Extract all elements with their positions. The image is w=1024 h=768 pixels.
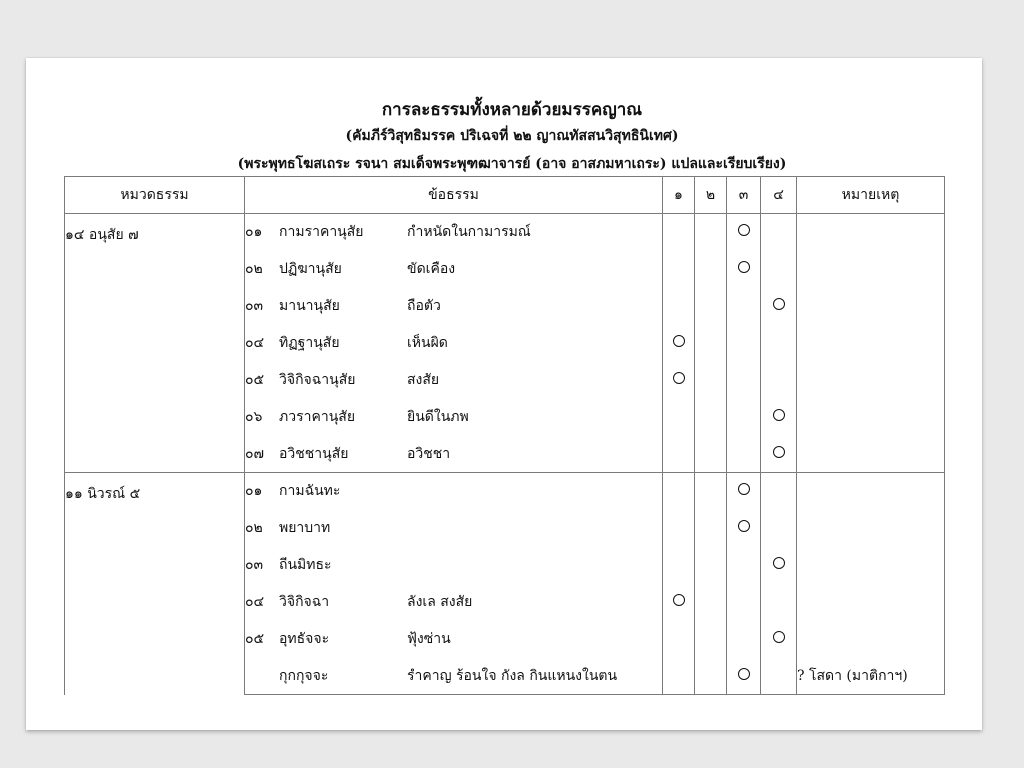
item-name: ภวราคานุสัย <box>279 409 356 425</box>
mark-cell-1 <box>663 362 695 399</box>
dhamma-cell <box>245 621 663 658</box>
mark-cell-1 <box>663 547 695 584</box>
mark-cell-3 <box>727 473 761 510</box>
header-note: หมายเหตุ <box>797 177 945 214</box>
header-col-2: ๒ <box>695 177 727 214</box>
circle-mark-icon <box>738 224 750 236</box>
mark-cell-2 <box>695 251 727 288</box>
dhamma-cell <box>245 658 663 695</box>
item-number: ๐๗ <box>245 445 265 462</box>
category-cell <box>65 214 245 473</box>
category-cell <box>65 473 245 695</box>
circle-mark-icon <box>773 298 785 310</box>
mark-cell-3 <box>727 214 761 251</box>
item-name: ปฏิฆานุสัย <box>279 261 342 277</box>
mark-cell-4 <box>761 251 797 288</box>
mark-cell-3 <box>727 251 761 288</box>
circle-mark-icon <box>773 409 785 421</box>
mark-cell-2 <box>695 399 727 436</box>
circle-mark-icon <box>673 594 685 606</box>
item-number: ๐๓ <box>245 298 264 314</box>
mark-cell-2 <box>695 288 727 325</box>
item-name: กามราคานุสัย <box>279 224 364 241</box>
item-name: กุกกุจจะ <box>279 667 329 684</box>
mark-cell-1 <box>663 251 695 288</box>
dhamma-cell <box>245 510 663 547</box>
mark-cell-4 <box>761 584 797 621</box>
mark-cell-2 <box>695 658 727 695</box>
mark-cell-3 <box>727 658 761 695</box>
table-header-row <box>65 177 945 214</box>
item-meaning: เห็นผิด <box>407 335 448 351</box>
item-number: ๐๒ <box>245 520 263 536</box>
note-cell <box>797 473 945 510</box>
mark-cell-3 <box>727 362 761 399</box>
document-subtitle-source: (คัมภีร์วิสุทธิมรรค ปริเฉจที่ ๒๒ ญาณทัสสนวิสุทธินิเทศ) <box>345 128 679 144</box>
mark-cell-3 <box>727 288 761 325</box>
mark-cell-1 <box>663 436 695 473</box>
mark-cell-4 <box>761 473 797 510</box>
mark-cell-4 <box>761 288 797 325</box>
item-number: ๐๒ <box>245 261 263 277</box>
item-name: อุทธัจจะ <box>279 631 330 647</box>
mark-cell-4 <box>761 547 797 584</box>
circle-mark-icon <box>773 446 785 458</box>
header-col-3: ๓ <box>727 177 761 214</box>
header-col-4: ๔ <box>761 177 797 214</box>
item-meaning: อวิชชา <box>407 445 451 462</box>
item-name: วิจิกิจฉานุสัย <box>279 372 356 388</box>
item-number: ๐๔ <box>245 335 265 351</box>
note-cell <box>797 325 945 362</box>
item-meaning: ถือตัว <box>407 298 441 314</box>
mark-cell-2 <box>695 621 727 658</box>
item-name: มานานุสัย <box>279 298 340 314</box>
item-name: วิจิกิจฉา <box>279 594 330 610</box>
header-category: หมวดธรรม <box>65 177 245 214</box>
item-name: อวิชชานุสัย <box>279 445 349 462</box>
note-cell <box>797 288 945 325</box>
mark-cell-2 <box>695 547 727 584</box>
dhamma-cell <box>245 251 663 288</box>
dhamma-cell <box>245 547 663 584</box>
item-name: พยาบาท <box>279 520 331 536</box>
item-number: ๐๔ <box>245 594 265 610</box>
note-cell <box>797 510 945 547</box>
mark-cell-3 <box>727 399 761 436</box>
mark-cell-3 <box>727 510 761 547</box>
mark-cell-1 <box>663 510 695 547</box>
mark-cell-2 <box>695 473 727 510</box>
circle-mark-icon <box>773 631 785 643</box>
mark-cell-3 <box>727 436 761 473</box>
circle-mark-icon <box>738 483 750 495</box>
item-meaning: รำคาญ ร้อนใจ กังล กินแหนงในตน <box>407 667 618 684</box>
header-col-1: ๑ <box>663 177 695 214</box>
note-cell <box>797 214 945 251</box>
mark-cell-1 <box>663 473 695 510</box>
mark-cell-2 <box>695 362 727 399</box>
mark-cell-1 <box>663 288 695 325</box>
dhamma-cell <box>245 325 663 362</box>
header-dhamma: ข้อธรรม <box>245 177 663 214</box>
mark-cell-1 <box>663 325 695 362</box>
dhamma-table <box>64 176 945 695</box>
dhamma-cell <box>245 288 663 325</box>
mark-cell-2 <box>695 325 727 362</box>
item-meaning: ฟุ้งซ่าน <box>407 631 451 647</box>
note-cell <box>797 399 945 436</box>
mark-cell-2 <box>695 510 727 547</box>
item-number: ๐๕ <box>245 372 265 388</box>
circle-mark-icon <box>773 557 785 569</box>
dhamma-cell <box>245 214 663 251</box>
mark-cell-3 <box>727 547 761 584</box>
mark-cell-1 <box>663 399 695 436</box>
category-label: ๑๑ นิวรณ์ ๕ <box>65 486 141 502</box>
dhamma-cell <box>245 362 663 399</box>
document-subtitle-author: (พระพุทธโฆสเถระ รจนา สมเด็จพระพุฑฒาจารย์ (อาจ อาสภมหาเถระ) แปลและเรียบเรียง) <box>237 156 787 172</box>
mark-cell-4 <box>761 436 797 473</box>
item-name: ทิฏฐานุสัย <box>279 335 340 351</box>
document-title: การละธรรมทั้งหลายด้วยมรรคญาณ <box>381 100 643 120</box>
table-row <box>65 214 945 251</box>
mark-cell-3 <box>727 325 761 362</box>
item-number: ๐๖ <box>245 409 263 425</box>
note-cell <box>797 547 945 584</box>
mark-cell-4 <box>761 362 797 399</box>
item-meaning: ลังเล สงสัย <box>407 594 473 610</box>
note-cell <box>797 621 945 658</box>
dhamma-cell <box>245 399 663 436</box>
item-number: ๐๓ <box>245 557 264 573</box>
item-number: ๐๑ <box>245 224 263 241</box>
circle-mark-icon <box>673 372 685 384</box>
item-name: ถีนมิทธะ <box>279 557 332 573</box>
circle-mark-icon <box>673 335 685 347</box>
item-meaning: ยินดีในภพ <box>407 409 469 425</box>
mark-cell-4 <box>761 214 797 251</box>
mark-cell-4 <box>761 658 797 695</box>
mark-cell-3 <box>727 584 761 621</box>
item-meaning: สงสัย <box>407 372 440 388</box>
note-cell <box>797 251 945 288</box>
mark-cell-2 <box>695 436 727 473</box>
dhamma-cell <box>245 584 663 621</box>
note-cell: ? โสดา (มาติกาฯ) <box>797 658 945 695</box>
item-meaning: ขัดเคือง <box>407 261 456 277</box>
table-row <box>65 473 945 510</box>
mark-cell-2 <box>695 214 727 251</box>
note-cell <box>797 584 945 621</box>
dhamma-cell <box>245 436 663 473</box>
mark-cell-4 <box>761 510 797 547</box>
table-body <box>65 214 945 695</box>
mark-cell-2 <box>695 584 727 621</box>
circle-mark-icon <box>738 520 750 532</box>
mark-cell-4 <box>761 399 797 436</box>
mark-cell-1 <box>663 658 695 695</box>
category-label: ๑๔ อนุสัย ๗ <box>65 227 139 243</box>
circle-mark-icon <box>738 668 750 680</box>
item-name: กามฉันทะ <box>279 483 341 500</box>
mark-cell-1 <box>663 621 695 658</box>
mark-cell-1 <box>663 214 695 251</box>
mark-cell-4 <box>761 621 797 658</box>
mark-cell-3 <box>727 621 761 658</box>
circle-mark-icon <box>738 261 750 273</box>
note-cell <box>797 436 945 473</box>
note-cell <box>797 362 945 399</box>
item-meaning: กำหนัดในกามารมณ์ <box>407 224 531 241</box>
dhamma-cell <box>245 473 663 510</box>
item-number: ๐๑ <box>245 483 263 500</box>
mark-cell-4 <box>761 325 797 362</box>
item-number: ๐๕ <box>245 631 265 647</box>
mark-cell-1 <box>663 584 695 621</box>
